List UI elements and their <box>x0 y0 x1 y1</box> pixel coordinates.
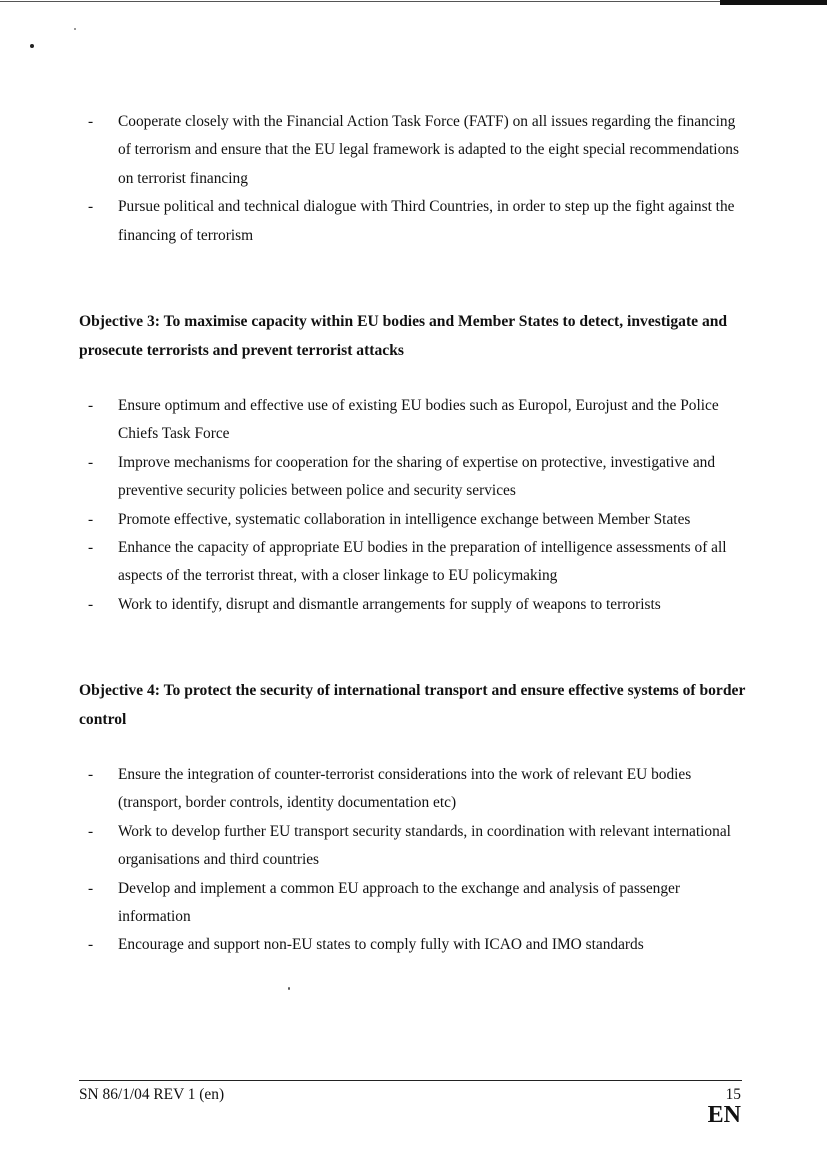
objective-4-list <box>88 761 748 960</box>
list-item-text: Develop and implement a common EU approach to the exchange and analysis of passenger information <box>118 879 680 926</box>
list-item <box>88 193 748 250</box>
bullet-dash: - <box>88 879 94 897</box>
list-item <box>88 931 748 959</box>
list-item <box>88 534 748 591</box>
bullet-dash: - <box>88 113 94 130</box>
list-item <box>88 591 748 619</box>
bullet-dash: - <box>88 397 94 414</box>
language-code: EN <box>707 1102 741 1128</box>
scan-speck <box>30 44 34 48</box>
list-item-text: Promote effective, systematic collaboration in intelligence exchange between Member States <box>118 510 691 528</box>
header-rule <box>0 0 827 6</box>
list-item-text: Ensure the integration of counter-terrorist considerations into the work of relevant EU bodies (transport, border controls, identity documentation etc) <box>118 766 692 812</box>
objective-3-heading: Objective 3: To maximise capacity within EU bodies and Member States to detect, investigate and prosecute terrorists and prevent terrorist attacks <box>79 313 728 359</box>
list-item-text: Pursue political and technical dialogue with Third Countries, in order to step up the fight against the financing of terrorism <box>118 198 735 244</box>
objective-4-heading: Objective 4: To protect the security of international transport and ensure effective systems of border control <box>79 682 746 728</box>
header-rule-thin <box>0 1 720 2</box>
list-item-text: Improve mechanisms for cooperation for the sharing of expertise on protective, investigative and preventive security policies between police and security services <box>118 453 716 500</box>
bullet-dash: - <box>88 510 94 528</box>
footer-rule <box>79 1080 742 1081</box>
list-item-text: Cooperate closely with the Financial Action Task Force (FATF) on all issues regarding the financing of terrorism and ensure that the EU legal framework is adapted to the eight special recommendations on terrorist financing <box>118 113 739 187</box>
bullet-dash: - <box>88 453 94 471</box>
list-item <box>88 761 748 818</box>
list-item-text: Work to identify, disrupt and dismantle arrangements for supply of weapons to terrorists <box>118 595 661 613</box>
bullet-dash: - <box>88 595 94 613</box>
list-item-text: Encourage and support non-EU states to comply fully with ICAO and IMO standards <box>118 936 644 954</box>
list-item-text: Enhance the capacity of appropriate EU bodies in the preparation of intelligence assessments of all aspects of the terrorist threat, with a closer linkage to EU policymaking <box>118 539 727 585</box>
list-item <box>88 875 748 932</box>
bullet-dash: - <box>88 822 94 840</box>
terrorist-financing-list <box>88 108 748 250</box>
list-item-text: Ensure optimum and effective use of existing EU bodies such as Europol, Eurojust and the Police Chiefs Task Force <box>118 397 719 443</box>
document-reference: SN 86/1/04 REV 1 (en) <box>79 1086 225 1103</box>
bullet-dash: - <box>88 936 94 954</box>
scan-speck <box>288 987 290 990</box>
bullet-dash: - <box>88 198 94 216</box>
list-item <box>88 818 748 875</box>
list-item <box>88 392 748 449</box>
scan-speck <box>74 28 76 30</box>
list-item <box>88 506 748 534</box>
list-item <box>88 108 748 193</box>
header-rule-thick <box>720 0 827 5</box>
page-number: 15 <box>725 1086 741 1103</box>
list-item-text: Work to develop further EU transport security standards, in coordination with relevant international organisations and third countries <box>118 822 731 869</box>
bullet-dash: - <box>88 766 94 783</box>
list-item <box>88 449 748 506</box>
objective-3-list <box>88 392 748 619</box>
bullet-dash: - <box>88 539 94 557</box>
